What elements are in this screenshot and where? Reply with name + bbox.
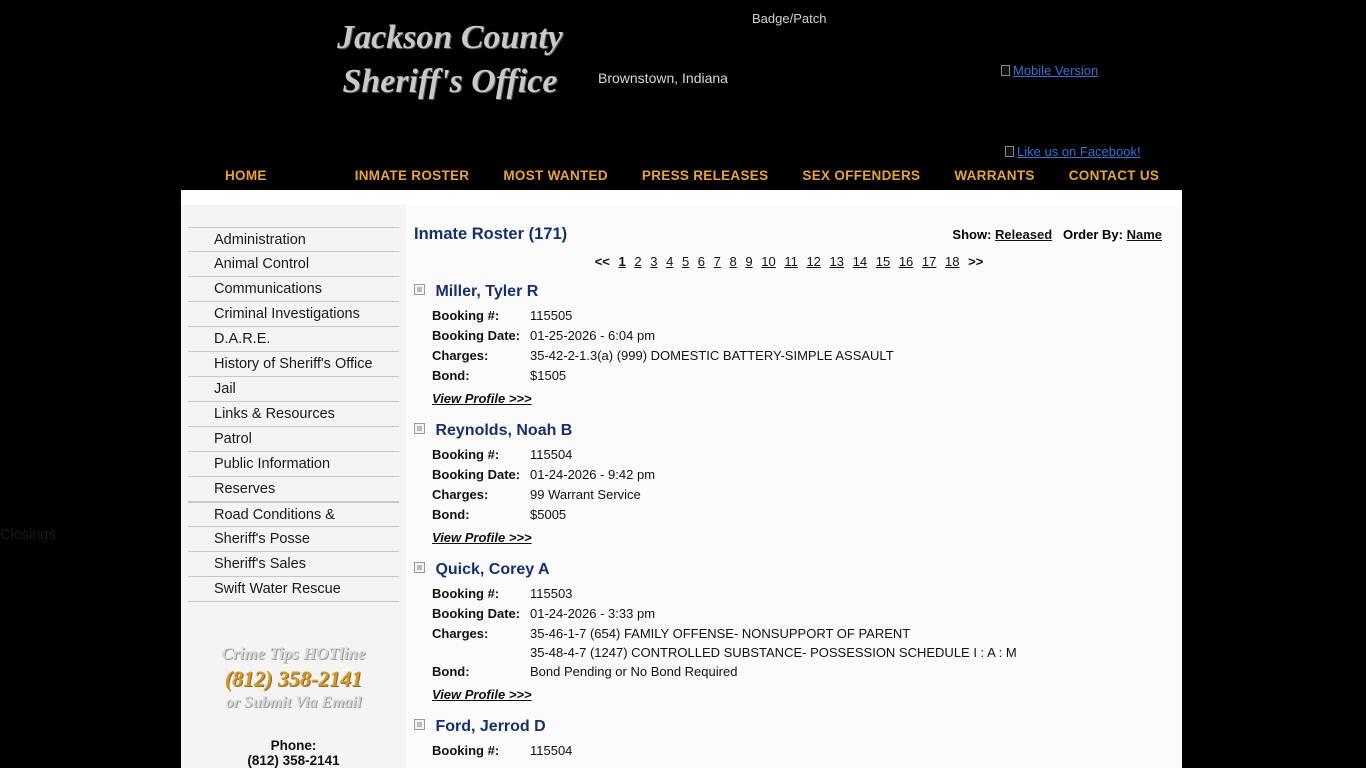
crime-tips-heading: Crime Tips HOTline [221,644,366,663]
booking-number-label: Booking #: [432,743,500,758]
booking-number-value: 115504 [530,447,573,462]
sidebar [0,205,406,768]
mugshot-thumbnail-icon [414,562,425,573]
bond-label: Bond: [432,507,470,522]
facebook-link[interactable] [1005,144,1141,159]
pager-page-9[interactable]: 9 [745,254,753,269]
pager-page-8[interactable]: 8 [729,254,737,269]
phone-block [181,738,406,768]
inmate-name-link[interactable]: Miller, Tyler R [435,283,539,300]
nav-item-contact-us[interactable]: CONTACT US [1068,167,1160,183]
roster-controls [952,227,1162,242]
pager-page-14[interactable]: 14 [852,254,868,269]
booking-number-label: Booking #: [432,586,500,601]
sidebar-item-jail[interactable]: Jail [188,377,399,402]
nav-item-inmate-roster[interactable]: INMATE ROSTER [354,167,470,183]
sidebar-item-history[interactable]: History of Sheriff's Office [188,352,399,377]
crime-tips-email-note: or Submit Via Email [225,694,362,711]
content-wrapper [0,190,1182,768]
main-navigation [0,160,1366,190]
inmate-name-link[interactable]: Ford, Jerrod D [435,718,546,735]
nav-item-press-releases[interactable]: PRESS RELEASES [641,167,769,183]
sidebar-item-criminal-investigations[interactable]: Criminal Investigations [188,302,399,327]
site-location: Brownstown, Indiana [598,70,728,86]
nav-item-most-wanted[interactable]: MOST WANTED [503,167,608,183]
mugshot-thumbnail-icon [414,423,425,434]
booking-date-value: 01-25-2026 - 6:04 pm [530,328,656,343]
sidebar-item-road-conditions-line2: Closings [0,527,56,543]
bond-value: $1505 [530,368,567,383]
charges-value: 35-42-2-1.3(a) (999) DOMESTIC BATTERY-SIMPLE ASSAULT [530,348,894,363]
charges-value: 99 Warrant Service [530,487,641,502]
nav-item-sex-offenders[interactable]: SEX OFFENDERS [802,167,921,183]
sidebar-item-communications[interactable]: Communications [188,277,399,302]
pager-page-10[interactable]: 10 [761,254,776,269]
list-item [414,561,1164,704]
pager-page-12[interactable]: 12 [806,254,821,269]
booking-date-value: 01-24-2026 - 9:42 pm [530,467,656,482]
bond-value: $5005 [530,507,567,522]
booking-number-value: 115505 [530,308,573,323]
booking-number-label: Booking #: [432,308,500,323]
pager-page-2[interactable]: 2 [634,254,642,269]
sidebar-item-road-conditions[interactable]: Road Conditions & [188,502,399,527]
pager-page-13[interactable]: 13 [829,254,845,269]
broken-image-icon [1005,146,1014,157]
sidebar-item-reserves[interactable]: Reserves [188,477,399,502]
pagination [414,254,1164,269]
pager-page-1[interactable]: 1 [618,254,626,269]
sidebar-item-patrol[interactable]: Patrol [188,427,399,452]
mobile-version-label: Mobile Version [1013,63,1099,78]
order-by-value-link[interactable]: Name [1126,227,1162,242]
charges-label: Charges: [432,348,489,363]
charges-label: Charges: [432,487,489,502]
booking-number-value: 115504 [530,743,573,758]
sidebar-item-administration[interactable]: Administration [188,227,399,252]
pager-page-15[interactable]: 15 [875,254,891,269]
pager-page-6[interactable]: 6 [697,254,706,269]
sidebar-item-dare[interactable]: D.A.R.E. [188,327,399,352]
booking-date-value: 01-24-2026 - 3:33 pm [530,606,656,621]
pager-next[interactable]: >> [968,254,984,269]
broken-image-icon [1001,65,1010,76]
nav-item-home[interactable]: HOME [225,167,267,183]
pager-page-11[interactable]: 11 [784,254,798,269]
pager-page-18[interactable]: 18 [945,254,960,269]
booking-number-label: Booking #: [432,447,500,462]
pager-page-3[interactable]: 3 [650,254,658,269]
crime-tips-block [181,644,406,712]
sidebar-item-sheriffs-posse[interactable]: Sheriff's Posse [188,527,399,552]
inmate-name-link[interactable]: Reynolds, Noah B [435,422,573,439]
sidebar-item-swift-water-rescue[interactable]: Swift Water Rescue [188,577,399,602]
main-content [406,205,1182,768]
show-value-link[interactable]: Released [995,227,1053,242]
mobile-version-link[interactable] [1001,63,1098,78]
nav-item-warrants[interactable]: WARRANTS [954,167,1035,183]
mugshot-thumbnail-icon [414,719,425,730]
sidebar-item-animal-control[interactable]: Animal Control [188,252,399,277]
sidebar-item-links-resources[interactable]: Links & Resources [188,402,399,427]
bond-value: Bond Pending or No Bond Required [530,664,738,679]
view-profile-link[interactable]: View Profile >>> [432,530,532,545]
site-title [300,16,600,104]
phone-number: (812) 358-2141 [247,753,340,768]
bond-label: Bond: [432,664,470,679]
list-item [414,422,1164,547]
booking-date-label: Booking Date: [432,467,521,482]
pager-page-16[interactable]: 16 [898,254,914,269]
inmate-name-link[interactable]: Quick, Corey A [435,561,550,578]
pager-page-4[interactable]: 4 [666,254,674,269]
pager-prev[interactable]: << [594,254,610,269]
bond-label: Bond: [432,368,470,383]
booking-number-value: 115503 [530,586,573,601]
view-profile-link[interactable]: View Profile >>> [432,687,532,702]
charges-value: 35-46-1-7 (654) FAMILY OFFENSE- NONSUPPORT OF PARENT 35-48-4-7 (1247) CONTROLLED SUBSTANCE- POSSESSION SCHEDULE I : A : M [530,626,1017,660]
site-title-line2: Sheriff's Office [342,63,558,100]
site-header [0,0,1366,159]
show-label: Show: [952,227,992,242]
sidebar-item-public-information[interactable]: Public Information [188,452,399,477]
pager-page-7[interactable]: 7 [713,254,721,269]
facebook-label: Like us on Facebook! [1017,144,1141,159]
mugshot-thumbnail-icon [414,284,425,295]
phone-label: Phone: [270,738,317,753]
pager-page-5[interactable]: 5 [681,254,690,269]
crime-tips-phone: (812) 358-2141 [224,666,363,691]
booking-date-label: Booking Date: [432,606,521,621]
booking-date-label: Booking Date: [432,328,521,343]
view-profile-link[interactable]: View Profile >>> [432,391,532,406]
site-title-line1: Jackson County [337,19,563,56]
page-title: Inmate Roster (171) [414,225,568,243]
pager-page-17[interactable]: 17 [921,254,937,269]
charges-label: Charges: [432,626,489,641]
order-by-label: Order By: [1062,227,1123,242]
list-item [414,718,1164,761]
sidebar-item-sheriffs-sales[interactable]: Sheriff's Sales [188,552,399,577]
badge-image-alt: Badge/Patch [752,11,827,26]
list-item [414,283,1164,408]
